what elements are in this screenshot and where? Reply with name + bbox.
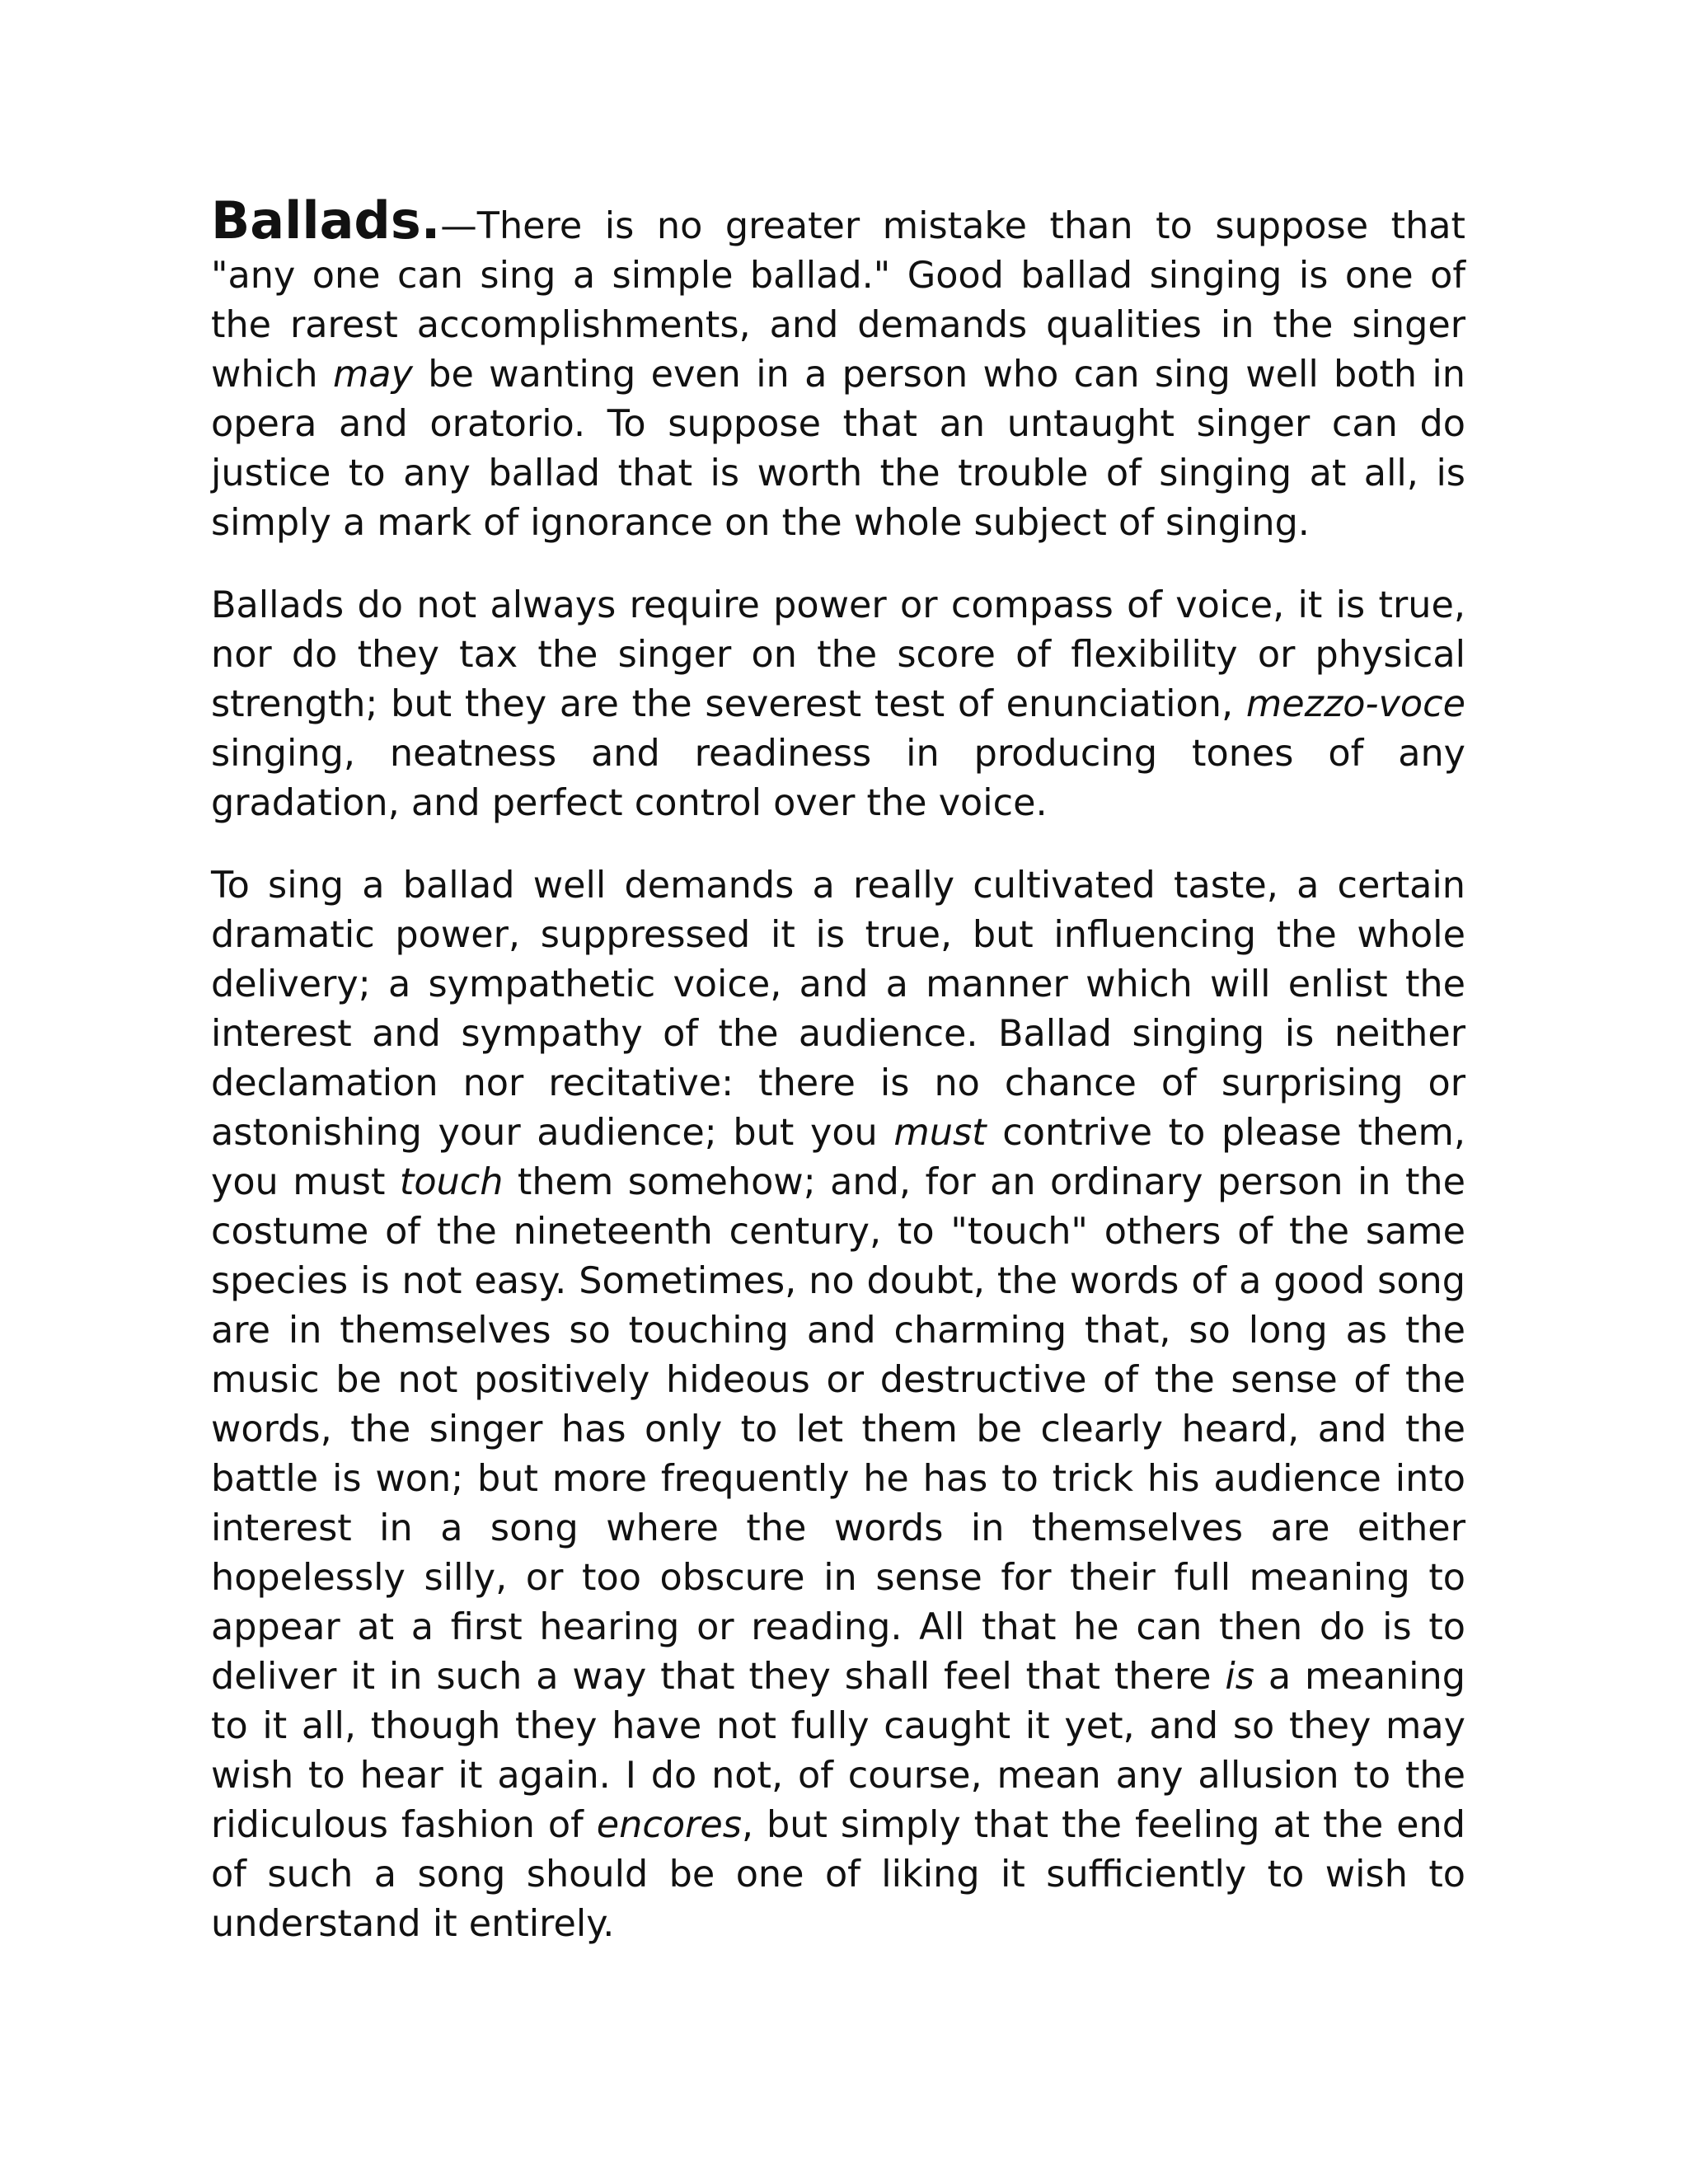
paragraph-text: them somehow; and, for an ordinary person in the costume of the nineteenth century, to "touch" others of the same species is not easy. Sometimes, no doubt, the words of a good song are in themselves so touching and charming that, so long as the music be not positively hideous or destructive of the sense of the words, the singer has only to let them be clearly heard, and the battle is won; but more frequently he has to trick his audience into interest in a song where the words in themselves are either hopelessly silly, or too obscure in sense for their full meaning to appear at a first hearing or reading. All that he can then do is to deliver it in such a way that they shall feel that there bbox=[211, 1161, 1465, 1698]
paragraph-ballad-requirements bbox=[211, 581, 1465, 828]
paragraph-ballads-intro bbox=[211, 190, 1466, 548]
paragraph-text: contrive to please them, you must bbox=[211, 1112, 1465, 1203]
paragraph-text: , but simply that the feeling at the end of such a song should be one of liking it sufficiently to wish to understand it entirely. bbox=[211, 1804, 1465, 1945]
paragraph-text: singing, neatness and readiness in producing tones of any gradation, and perfect control over the voice. bbox=[211, 733, 1465, 824]
emphasis-text: must bbox=[893, 1112, 987, 1154]
section-heading: Ballads. bbox=[211, 190, 441, 251]
emphasis-text: mezzo-voce bbox=[1245, 683, 1465, 725]
paragraph-text: Ballads do not always require power or compass of voice, it is true, nor do they tax the singer on the score of flexibility or physical strength; but they are the severest test of enunciation, bbox=[211, 584, 1465, 725]
paragraph-text: To sing a ballad well demands a really cultivated taste, a certain dramatic power, suppressed it is true, but influencing the whole delivery; a sympathetic voice, and a manner which will enlist the interest and sympathy of the audience. Ballad singing is neither declamation nor recitative: there is no chance of surprising or astonishing your audience; but you bbox=[211, 865, 1465, 1154]
paragraph-text: be wanting even in a person who can sing well both in opera and oratorio. To suppose that an untaught singer can do justice to any ballad that is worth the trouble of singing at all, is simply a mark of ignorance on the whole subject of singing. bbox=[211, 354, 1466, 544]
document-page bbox=[211, 190, 1466, 1982]
paragraph-text: a meaning to it all, though they have not fully caught it yet, and so they may wish to hear it again. I do not, of course, mean any allusion to the ridiculous fashion of bbox=[211, 1656, 1465, 1846]
emphasis-text: is bbox=[1225, 1656, 1254, 1698]
paragraph-text: —There is no greater mistake than to suppose that "any one can sing a simple ballad." Good ballad singing is one of the rarest accomplishments, and demands qualities in the singer which bbox=[211, 205, 1465, 396]
emphasis-text: may bbox=[332, 354, 413, 396]
paragraph-singing-well bbox=[211, 861, 1465, 1949]
emphasis-text: encores bbox=[596, 1804, 742, 1846]
emphasis-text: touch bbox=[399, 1161, 504, 1203]
